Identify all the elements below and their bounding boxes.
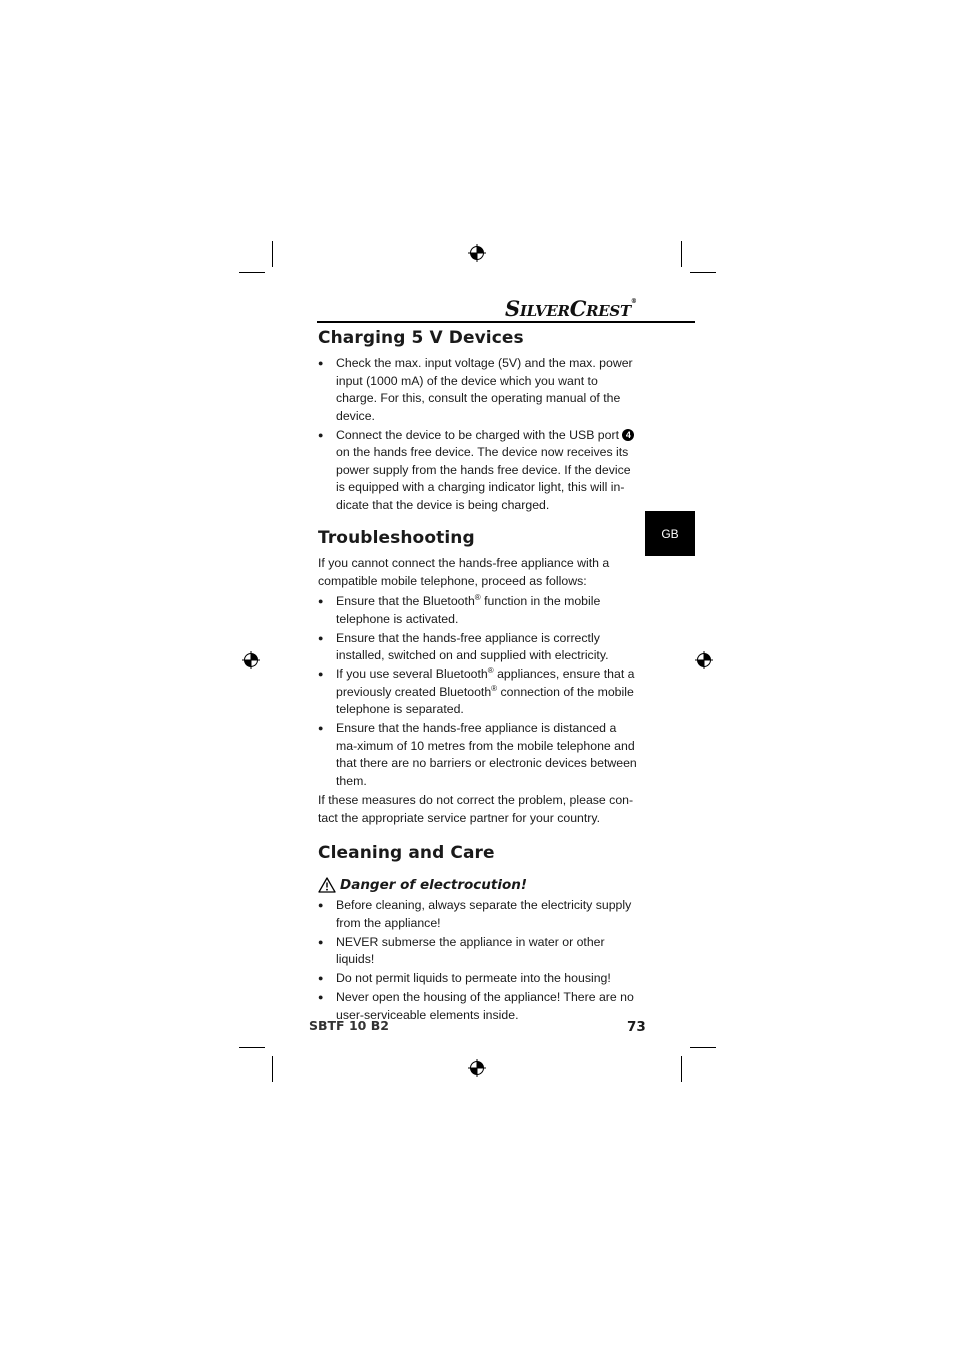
bullet-list [318, 897, 640, 1024]
usb-port-number-badge: 4 [622, 429, 634, 441]
header-rule [317, 321, 695, 323]
bullet-list [318, 593, 640, 790]
bullet-list [318, 355, 640, 514]
list-item: ● Never open the housing of the appliance! There are no user-serviceable elements inside. [318, 989, 640, 1024]
crop-mark [681, 241, 682, 267]
language-tab [645, 511, 695, 556]
crop-mark [272, 241, 273, 267]
registration-mark-icon [468, 244, 486, 262]
list-item: ● If you use several Bluetooth® appliances, ensure that a previously created Bluetooth® connection of the mobile telephone is separated. [318, 666, 640, 719]
section-heading: Cleaning and Care [318, 843, 495, 863]
section-charging [318, 324, 640, 514]
registration-mark-icon [468, 1059, 486, 1077]
crop-mark [681, 1056, 682, 1082]
section-heading: Charging 5 V Devices [318, 328, 524, 348]
language-tab-label: GB [661, 526, 679, 541]
crop-mark [239, 272, 265, 273]
list-item: ● Before cleaning, always separate the electricity supply from the appliance! [318, 897, 640, 932]
brand-logo: SILVERCREST® [505, 296, 637, 321]
list-item: ● Ensure that the hands-free appliance is correctly installed, switched on and supplied with electricity. [318, 630, 640, 665]
danger-title: Danger of electrocution! [340, 877, 528, 893]
crop-mark [272, 1056, 273, 1082]
list-item: ● Connect the device to be charged with the USB port 4 on the hands free device. The device now receives its power supply from the hands free device. If the device is equipped with a charging indicator light, this will in-dicate that the device is being charged. [318, 427, 640, 515]
danger-warning [318, 877, 640, 893]
section-troubleshooting [318, 524, 640, 827]
list-item: ● Do not permit liquids to permeate into the housing! [318, 970, 640, 988]
section-heading: Troubleshooting [318, 528, 475, 548]
list-item: ● Ensure that the Bluetooth® function in the mobile telephone is activated. [318, 593, 640, 628]
model-number: SBTF 10 B2 [309, 1018, 389, 1033]
registration-mark-icon [242, 651, 260, 669]
list-item: ● NEVER submerse the appliance in water or other liquids! [318, 934, 640, 969]
crop-mark [690, 1047, 716, 1048]
main-content [318, 324, 640, 1026]
warning-triangle-icon [318, 877, 336, 893]
crop-mark [239, 1047, 265, 1048]
list-item: ● Ensure that the hands-free appliance is distanced a ma-ximum of 10 metres from the mobile telephone and that there are no barriers or electronic devices between them. [318, 720, 640, 790]
section-cleaning [318, 839, 640, 1024]
crop-mark [690, 272, 716, 273]
intro-text: If you cannot connect the hands-free appliance with a compatible mobile telephone, proceed as follows: [318, 556, 610, 588]
registration-mark-icon [695, 651, 713, 669]
page-number: 73 [627, 1019, 646, 1035]
outro-text: If these measures do not correct the problem, please con-tact the appropriate service partner for your country. [318, 793, 634, 825]
list-item: ● Check the max. input voltage (5V) and the max. power input (1000 mA) of the device which you want to charge. For this, consult the operating manual of the device. [318, 355, 640, 425]
